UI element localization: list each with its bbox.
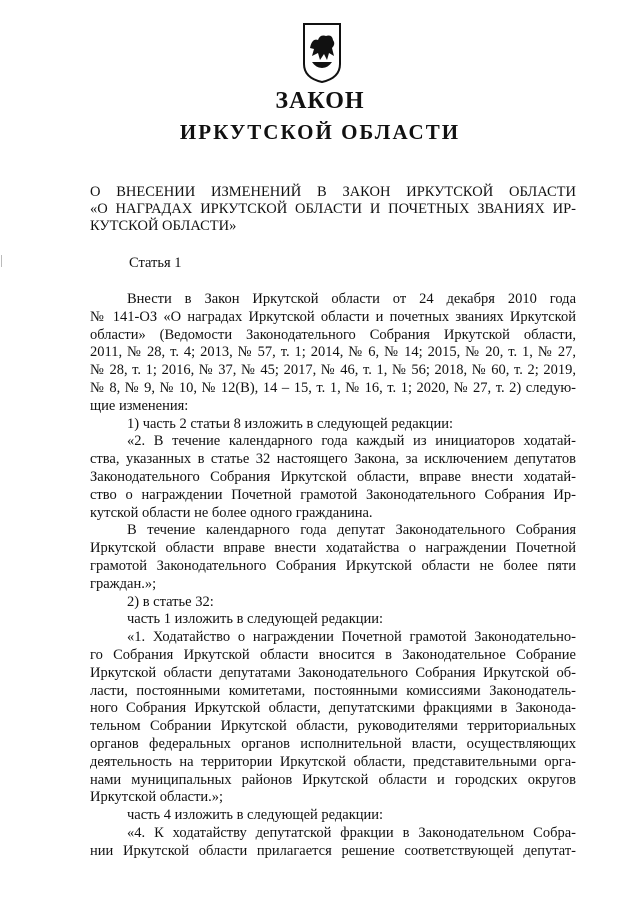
body-line: нами муниципальных районов Иркутской области и городских округов xyxy=(90,771,576,788)
body-line: 2) в статье 32: xyxy=(127,593,214,610)
body-line: области» (Ведомости Законодательного Собрания Иркутской области, xyxy=(90,326,576,343)
body-line: № 141-ОЗ «О наградах Иркутской области и почетных званиях Иркутской xyxy=(90,308,576,325)
body-line: № 8, № 9, № 10, № 12(В), 14 – 15, т. 1, № 16, т. 1; 2020, № 27, т. 2) следую- xyxy=(90,379,576,396)
body-line: часть 4 изложить в следующей редакции: xyxy=(127,807,384,824)
body-line: «1. Ходатайство о награждении Почетной грамотой Законодательно- xyxy=(127,629,576,646)
body-line: тельном Собрании Иркутской области, руководителями территориальных xyxy=(90,718,576,735)
law-subject xyxy=(90,184,576,235)
body-line: ства, указанных в статье 32 настоящего Закона, за исключением депутатов xyxy=(90,451,576,468)
subject-line: «О НАГРАДАХ ИРКУТСКОЙ ОБЛАСТИ И ПОЧЕТНЫХ ЗВАНИЯХ ИР- xyxy=(90,201,576,217)
body-line: ласти, постоянными комитетами, постоянными комиссиями Законодатель- xyxy=(90,682,576,699)
subject-line: О ВНЕСЕНИИ ИЗМЕНЕНИЙ В ЗАКОН ИРКУТСКОЙ ОБЛАСТИ xyxy=(90,184,576,200)
law-title: ЗАКОН xyxy=(275,88,365,114)
scan-mark xyxy=(1,255,2,267)
body-line: 1) часть 2 статьи 8 изложить в следующей редакции: xyxy=(127,415,453,432)
body-line: органов федеральных органов исполнительной власти, осуществляющих xyxy=(90,735,576,752)
body-line: часть 1 изложить в следующей редакции: xyxy=(127,611,384,628)
body-line: 2011, № 28, т. 4; 2013, № 57, т. 1; 2014, № 6, № 14; 2015, № 20, т. 1, № 27, xyxy=(90,344,576,361)
article-body xyxy=(90,291,576,861)
body-line: Законодательного Собрания Иркутской области, вправе внести ходатай- xyxy=(90,468,576,485)
body-line: грамотой Законодательного Собрания Иркутской области не более пяти xyxy=(90,557,576,574)
body-line: щие изменения: xyxy=(90,397,189,414)
body-line: Иркутской области.»; xyxy=(90,789,224,806)
body-line: «2. В течение календарного года каждый из инициаторов ходатай- xyxy=(127,433,576,450)
body-line: граждан.»; xyxy=(90,575,157,592)
subject-line: КУТСКОЙ ОБЛАСТИ» xyxy=(90,218,237,234)
body-line: № 28, т. 1; 2016, № 37, № 45; 2017, № 46, т. 1, № 56; 2018, № 60, т. 2; 2019, xyxy=(90,362,576,379)
body-line: ного Собрания Иркутской области, депутатскими фракциями в Законода- xyxy=(90,700,576,717)
body-line: ство о награждении Почетной грамотой Законодательного Собрания Ир- xyxy=(90,486,576,503)
region-title: ИРКУТСКОЙ ОБЛАСТИ xyxy=(179,120,461,144)
body-line: Иркутской области депутатами Законодательного Собрания Иркутской об- xyxy=(90,664,576,681)
body-line: «4. К ходатайству депутатской фракции в Законодательном Собра- xyxy=(127,824,576,841)
body-line: кутской области не более одного гражданина. xyxy=(90,504,373,521)
body-line: нии Иркутской области прилагается решение соответствующей депутат- xyxy=(90,842,576,859)
body-line: Иркутской области вправе внести ходатайства о награждении Почетной xyxy=(90,540,576,557)
body-line: го Собрания Иркутской области вносится в Законодательное Собрание xyxy=(90,646,576,663)
article-heading: Статья 1 xyxy=(129,255,182,271)
coat-of-arms-icon xyxy=(302,22,342,84)
body-line: Внести в Закон Иркутской области от 24 декабря 2010 года xyxy=(127,291,576,307)
body-line: деятельность на территории Иркутской области, представительными орга- xyxy=(90,753,576,770)
body-line: В течение календарного года депутат Законодательного Собрания xyxy=(127,522,576,539)
